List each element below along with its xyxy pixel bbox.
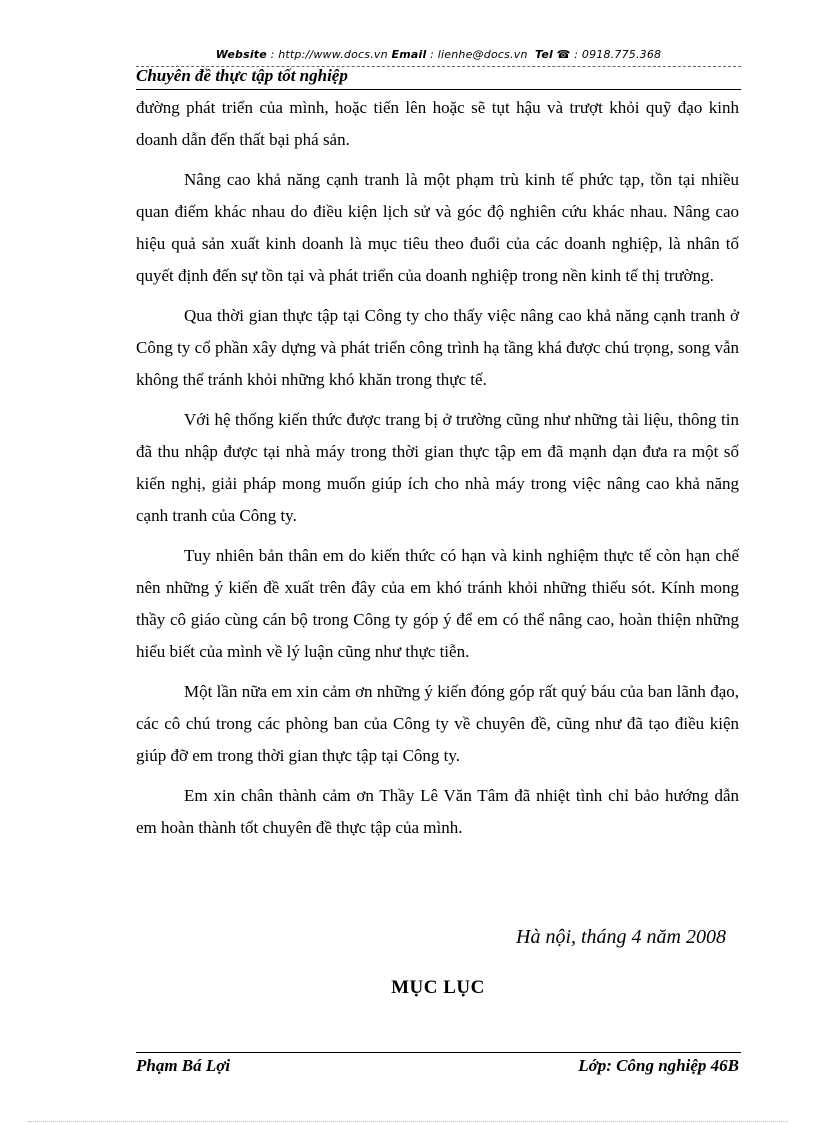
paragraph-2: Nâng cao khả năng cạnh tranh là một phạm trù kinh tế phức tạp, tồn tại nhiều quan điểm khác nhau do điều kiện lịch sử và góc độ nghiên cứu khác nhau. Nâng cao hiệu quả sản xuất kinh doanh là mục tiêu theo đuổi của các doanh nghiệp, là nhân tố quyết định đến sự tồn tại và phát triển của doanh nghiệp trong nền kinh tế thị trường.	[136, 170, 739, 285]
paragraph-4: Với hệ thống kiến thức được trang bị ở trường cũng như những tài liệu, thông tin đã thu nhập được tại nhà máy trong thời gian thực tập em đã mạnh dạn đưa ra một số kiến nghị, giải pháp mong muốn giúp ích cho nhà máy trong việc nâng cao khả năng cạnh tranh của Công ty.	[136, 410, 739, 525]
document-header-title: Chuyên đề thực tập tốt nghiệp	[136, 66, 348, 85]
paragraph-5: Tuy nhiên bản thân em do kiến thức có hạn và kinh nghiệm thực tế còn hạn chế nên những ý kiến đề xuất trên đây của em khó tránh khỏi những thiếu sót. Kính mong thầy cô giáo cùng cán bộ trong Công ty góp ý để em có thể nâng cao, hoàn thiện những hiểu biết của mình về lý luận cũng như thực tiễn.	[136, 546, 739, 661]
phone-icon: ☎	[556, 48, 571, 61]
paragraph-6: Một lần nữa em xin cảm ơn những ý kiến đóng góp rất quý báu của ban lãnh đạo, các cô chú trong các phòng ban của Công ty về chuyên đề, cũng như đã tạo điều kiện giúp đỡ em trong thời gian thực tập tại Công ty.	[136, 682, 739, 765]
paragraph-3: Qua thời gian thực tập tại Công ty cho thấy việc nâng cao khả năng cạnh tranh ở Công ty cổ phần xây dựng và phát triển công trình hạ tầng khá được chú trọng, song vẫn không thể tránh khỏi những khó khăn trong thực tế.	[136, 306, 739, 389]
body-text	[136, 92, 739, 852]
table-of-contents-heading: MỤC LỤC	[391, 977, 485, 998]
header-divider	[136, 89, 741, 90]
paragraph-7: Em xin chân thành cảm ơn Thầy Lê Văn Tâm đã nhiệt tình chỉ bảo hướng dẫn em hoàn thành tốt chuyên đề thực tập của mình.	[136, 786, 739, 837]
tel-label: Tel	[535, 48, 553, 61]
website-contact-line	[136, 48, 741, 61]
email-separator: :	[426, 48, 438, 61]
website-separator: :	[266, 48, 279, 61]
place-date-signoff: Hà nội, tháng 4 năm 2008	[516, 926, 726, 948]
email-value[interactable]: lienhe@docs.vn	[437, 48, 528, 61]
website-label: Website	[215, 48, 267, 61]
paragraph-1: đường phát triển của mình, hoặc tiến lên hoặc sẽ tụt hậu và trượt khỏi quỹ đạo kinh doanh dẫn đến thất bại phá sản.	[136, 98, 739, 149]
tel-value: : 0918.775.368	[570, 48, 662, 61]
email-label: Email	[391, 48, 427, 61]
page-bottom-edge	[28, 1121, 788, 1122]
footer-author: Phạm Bá Lợi	[136, 1056, 231, 1075]
footer-divider	[136, 1052, 741, 1053]
website-url[interactable]: http://www.docs.vn	[278, 48, 388, 61]
footer-class: Lớp: Công nghiệp 46B	[578, 1056, 739, 1075]
